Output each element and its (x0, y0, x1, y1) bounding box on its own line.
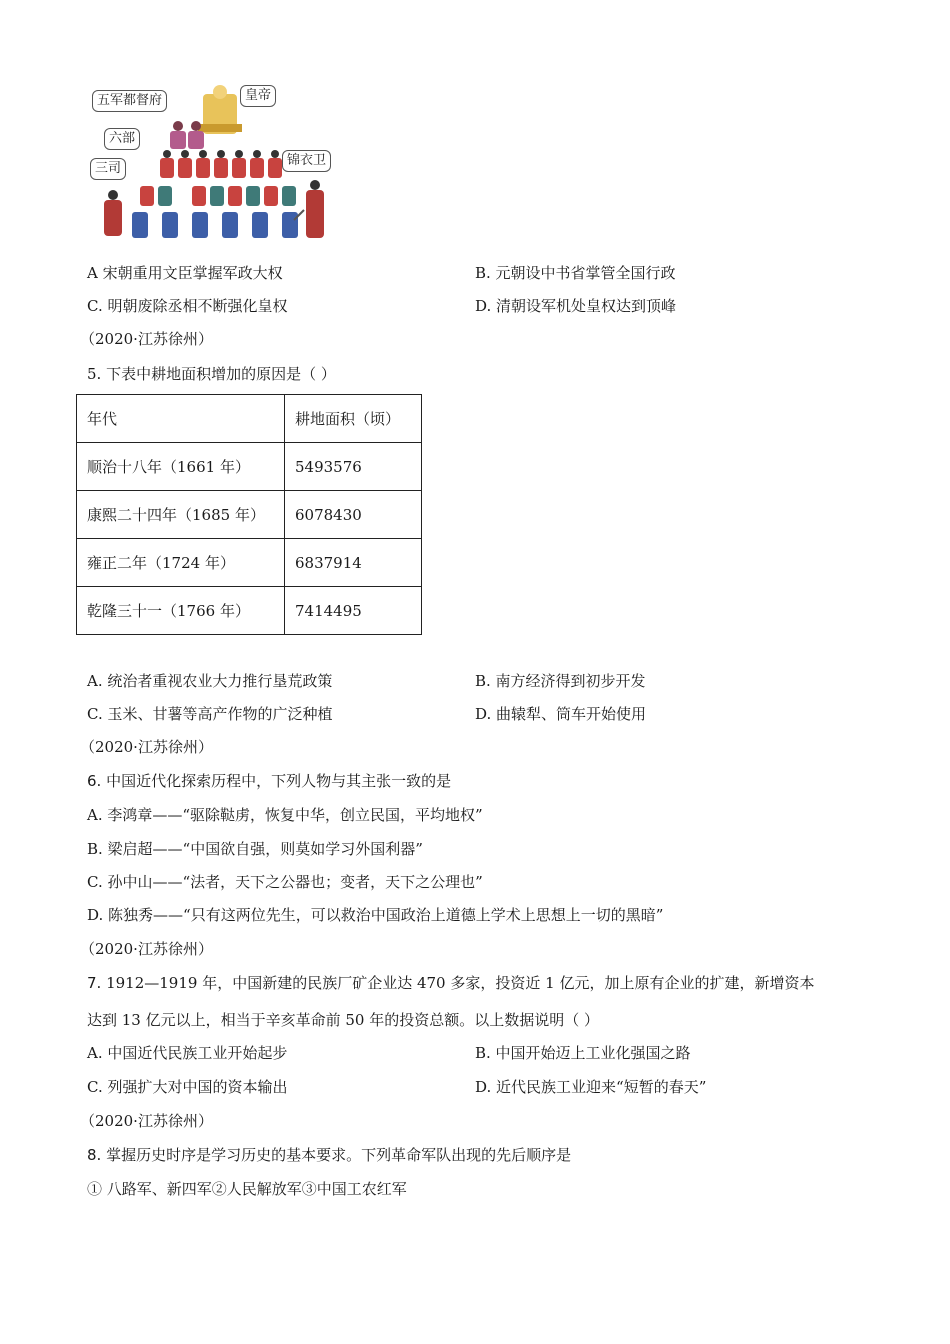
table-row (77, 491, 422, 539)
q5-option-a: A. 统治者重视农业大力推行垦荒政策 (87, 672, 333, 690)
q6-stem (87, 771, 451, 791)
q6-option-d: D. 陈独秀——“只有这两位先生，可以救治中国政治上道德上学术上思想上一切的黑暗” (87, 906, 664, 924)
q4-option-b: B. 元朝设中书省掌管全国行政 (475, 264, 676, 282)
q6-stem-text: 中国近代化探索历程中，下列人物与其主张一致的是 (101, 772, 452, 790)
q7-option-c: C. 列强扩大对中国的资本输出 (87, 1078, 288, 1096)
q6-number: 6. (87, 772, 102, 790)
table-cell: 6078430 (285, 491, 422, 539)
q8-number: 8. (87, 1146, 102, 1164)
table-row (77, 443, 422, 491)
q7-stem-line1 (87, 973, 814, 993)
table-cell: 7414495 (285, 587, 422, 635)
label-jinyiwei: 锦衣卫 (282, 150, 331, 172)
q6-source: （2020·江苏徐州） (80, 738, 213, 756)
q5-stem: 5. 下表中耕地面积增加的原因是（ ） (87, 365, 336, 383)
q7-number: 7. (87, 974, 102, 992)
table-cell: 6837914 (285, 539, 422, 587)
label-huangdi: 皇帝 (240, 85, 276, 107)
q6-option-a: A. 李鸿章——“驱除鞑虏，恢复中华，创立民国，平均地权” (87, 806, 483, 824)
label-liubu: 六部 (104, 128, 140, 150)
table-cell: 5493576 (285, 443, 422, 491)
q6-option-b: B. 梁启超——“中国欲自强，则莫如学习外国利器” (87, 840, 423, 858)
q5-option-c: C. 玉米、甘薯等高产作物的广泛种植 (87, 705, 333, 723)
q5-option-d: D. 曲辕犁、筒车开始使用 (475, 705, 647, 723)
label-wujun-dudufu: 五军都督府 (92, 90, 167, 112)
q4-option-a: A 宋朝重用文臣掌握军政大权 (87, 264, 283, 282)
q8-stem-text: 掌握历史时序是学习历史的基本要求。下列革命军队出现的先后顺序是 (101, 1146, 572, 1164)
table-cell: 乾隆三十一（1766 年） (77, 587, 285, 635)
q5-option-b: B. 南方经济得到初步开发 (475, 672, 646, 690)
table-cell: 康熙二十四年（1685 年） (77, 491, 285, 539)
label-sansi: 三司 (90, 158, 126, 180)
q7-option-d: D. 近代民族工业迎来“短暂的春天” (475, 1078, 707, 1096)
table-header-cell: 耕地面积（顷） (285, 395, 422, 443)
q6-option-c: C. 孙中山——“法者，天下之公器也；变者，天下之公理也” (87, 873, 483, 891)
table-cell: 雍正二年（1724 年） (77, 539, 285, 587)
q5-source: （2020·江苏徐州） (80, 330, 213, 348)
q8-source: （2020·江苏徐州） (80, 1112, 213, 1130)
q7-source: （2020·江苏徐州） (80, 940, 213, 958)
table-cell: 顺治十八年（1661 年） (77, 443, 285, 491)
farmland-area-table (76, 394, 422, 635)
q8-items: ① 八路军、新四军②人民解放军③中国工农红军 (87, 1180, 407, 1198)
q7-stem-line2: 达到 13 亿元以上，相当于辛亥革命前 50 年的投资总额。以上数据说明（ ） (87, 1011, 600, 1029)
table-row (77, 587, 422, 635)
q4-option-c: C. 明朝废除丞相不断强化皇权 (87, 297, 288, 315)
q8-stem (87, 1145, 571, 1165)
q7-option-a: A. 中国近代民族工业开始起步 (87, 1044, 288, 1062)
table-header-row (77, 395, 422, 443)
ming-court-illustration (88, 80, 338, 250)
q7-option-b: B. 中国开始迈上工业化强国之路 (475, 1044, 691, 1062)
q4-option-d: D. 清朝设军机处皇权达到顶峰 (475, 297, 677, 315)
table-header-cell: 年代 (77, 395, 285, 443)
table-row (77, 539, 422, 587)
q7-stem-text1: 1912—1919 年，中国新建的民族厂矿企业达 470 多家，投资近 1 亿元，加上原有企业的扩建，新增资本 (101, 974, 815, 992)
